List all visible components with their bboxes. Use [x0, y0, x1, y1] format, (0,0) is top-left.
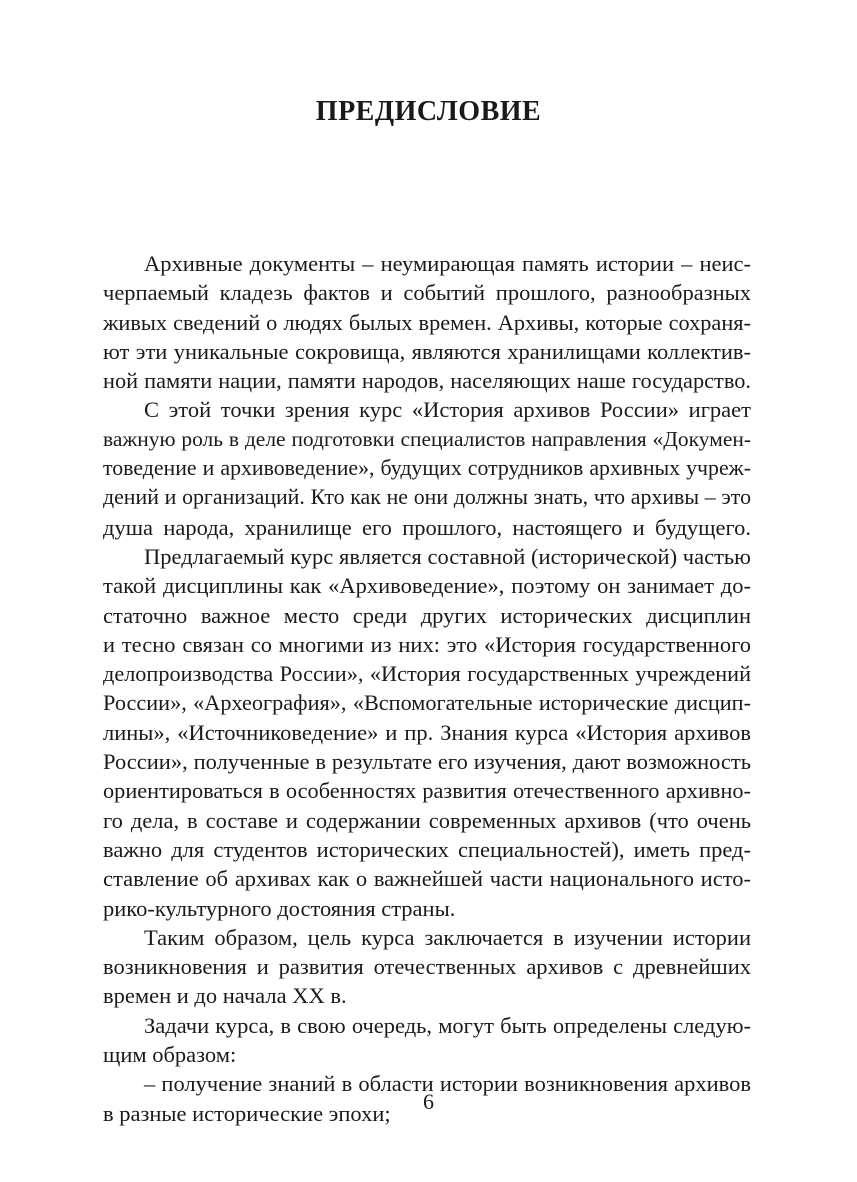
text-line: ориентироваться в особенностях развития отечественного архивно-: [103, 778, 751, 804]
text-line: товедение и архивоведение», будущих сотрудников архивных учреж-: [103, 456, 751, 481]
page-number: 6: [423, 1089, 434, 1114]
text-line: такой дисциплины как «Архивоведение», поэтому он занимает до-: [103, 573, 751, 599]
text-line: го дела, в составе и содержании современных архивов (что очень: [103, 807, 751, 833]
text-line: щим образом:: [103, 1042, 237, 1068]
text-line: Архивные документы – неумирающая память истории – неис-: [144, 251, 751, 276]
text-line: – получение знаний в области истории возникновения архивов: [144, 1071, 751, 1097]
text-line: живых сведений о людях былых времен. Архивы, которые сохраня-: [103, 309, 751, 335]
text-line: душа народа, хранилище его прошлого, настоящего и будущего.: [103, 514, 751, 540]
text-line: ной памяти нации, памяти народов, населяющих наше государство.: [103, 368, 751, 394]
text-line: времен и до начала XX в.: [103, 983, 347, 1009]
text-line: Предлагаемый курс является составной (исторической) частью: [144, 543, 751, 569]
body-text: [103, 249, 751, 1128]
text-line: России», полученные в результате его изучения, дают возможность: [103, 749, 751, 775]
text-line: черпаемый кладезь фактов и событий прошлого, разнообразных: [103, 280, 751, 306]
text-line: статочно важное место среди других исторических дисциплин: [103, 602, 751, 628]
text-line: важную роль в деле подготовки специалистов направления «Докумен-: [103, 426, 751, 451]
text-line: в разные исторические эпохи;: [103, 1100, 391, 1126]
text-line: ставление об архивах как о важнейшей части национального исто-: [103, 866, 751, 892]
text-line: России», «Археография», «Вспомогательные исторические дисцип-: [103, 690, 751, 716]
text-line: и тесно связан со многими из них: это «История государственного: [103, 631, 751, 657]
text-line: лины», «Источниковедение» и пр. Знания курса «История архивов: [103, 719, 751, 745]
text-line: Таким образом, цель курса заключается в изучении истории: [144, 924, 751, 950]
text-line: делопроизводства России», «История государственных учреждений: [103, 661, 751, 687]
page-title: ПРЕДИСЛОВИЕ: [315, 96, 542, 127]
text-line: возникновения и развития отечественных архивов с древнейших: [103, 954, 751, 980]
text-line: важно для студентов исторических специальностей), иметь пред-: [103, 836, 751, 862]
text-line: С этой точки зрения курс «История архивов России» играет: [144, 397, 751, 423]
text-line: ют эти уникальные сокровища, являются хранилищами коллектив-: [103, 338, 751, 364]
text-line: дений и организаций. Кто как не они должны знать, что архивы – это: [103, 485, 751, 510]
text-line: Задачи курса, в свою очередь, могут быть определены следую-: [144, 1012, 751, 1038]
text-line: рико-культурного достояния страны.: [103, 895, 456, 921]
